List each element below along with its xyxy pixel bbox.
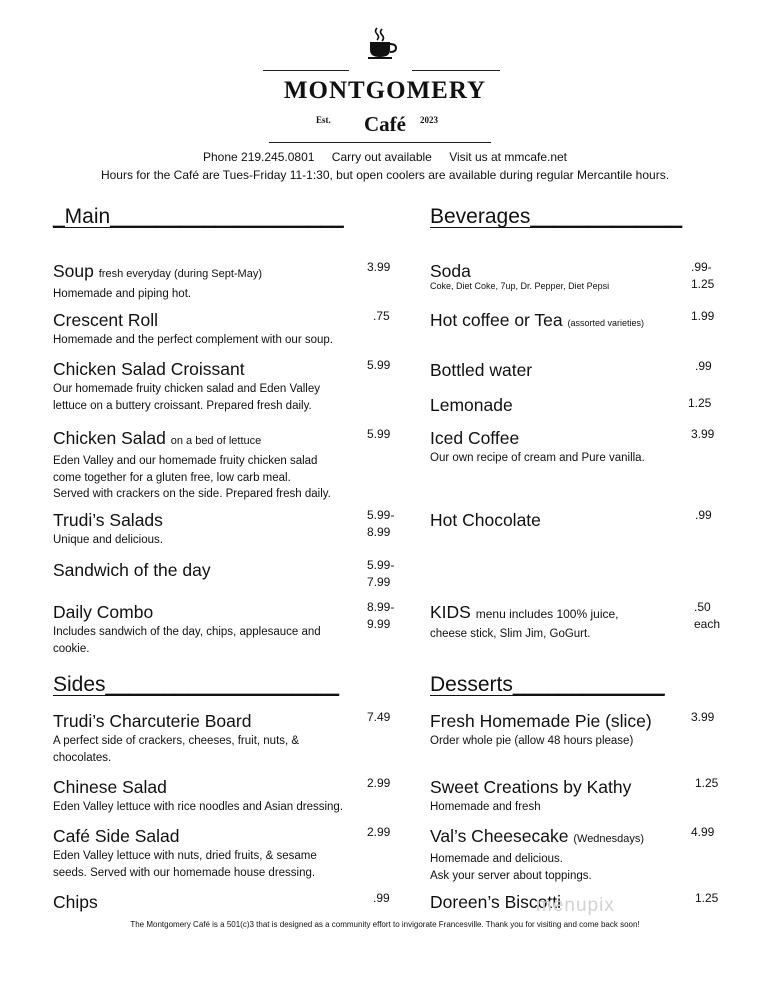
item-price: 5.99: [367, 358, 391, 372]
item-desc: Eden Valley lettuce with nuts, dried fruits, & sesame seeds. Served with our homemade house dressing.: [53, 850, 317, 879]
hours: Hours for the Café are Tues-Friday 11-1:30, but open coolers are available during regular Mercantile hours.: [100, 168, 670, 182]
menu-item: [53, 560, 211, 580]
item-desc: A perfect side of crackers, cheeses, fruit, nuts, & chocolates.: [53, 735, 300, 764]
item-name: Café Side Salad: [53, 826, 180, 846]
cafe-subtitle: Café: [364, 112, 406, 136]
menu-item: [53, 261, 262, 303]
menu-item: [53, 510, 163, 549]
item-desc: Homemade and piping hot.: [53, 288, 192, 300]
item-name: Bottled water: [430, 360, 533, 380]
item-price: 5.99- 7.99: [367, 558, 395, 589]
menu-item: [430, 777, 631, 816]
menu-item: [430, 310, 644, 333]
footer-note: The Montgomery Café is a 501(c)3 that is designed as a community effort to invigorate Francesville. Thank you for visiting and come back soon!: [130, 920, 640, 929]
menu-item: [430, 510, 541, 530]
item-price: .75: [373, 309, 390, 323]
item-name: Hot Chocolate: [430, 510, 541, 530]
menu-item: [430, 826, 644, 884]
menu-item: [53, 777, 343, 816]
menu-item: [430, 395, 513, 415]
item-name: Chips: [53, 892, 98, 912]
menu-item: [430, 711, 652, 750]
item-price: 8.99- 9.99: [367, 600, 395, 631]
header-rule-left: [263, 70, 349, 71]
item-price: 1.25: [688, 396, 712, 410]
item-name: Chicken Salad: [53, 428, 166, 448]
item-desc: Homemade and delicious. Ask your server about toppings.: [430, 853, 592, 882]
menu-item: [430, 261, 609, 291]
item-name: Lemonade: [430, 395, 513, 415]
item-price: 1.25: [695, 891, 719, 905]
section-main: _Main____________________: [53, 205, 344, 228]
watermark: menupix: [536, 895, 615, 916]
section-sides: Sides____________________: [53, 673, 340, 696]
item-desc: Order whole pie (allow 48 hours please): [430, 735, 634, 747]
item-price: 5.99: [367, 427, 391, 441]
item-price: 7.49: [367, 710, 391, 724]
item-price: 3.99: [367, 260, 391, 274]
website: Visit us at mmcafe.net: [449, 150, 568, 164]
item-note: menu includes 100% juice,: [475, 607, 619, 621]
header-rule-right: [412, 70, 500, 71]
item-note: fresh everyday (during Sept-May): [98, 268, 262, 280]
section-desserts: Desserts_____________: [430, 673, 665, 696]
item-price: 5.99- 8.99: [367, 508, 395, 539]
item-desc: Eden Valley and our homemade fruity chicken salad come together for a gluten free, low carb meal. Served with crackers on the side. Prepared fresh daily.: [53, 455, 331, 500]
cafe-title: MONTGOMERY: [283, 77, 487, 104]
item-desc: Our own recipe of cream and Pure vanilla.: [430, 452, 645, 464]
item-desc: Includes sandwich of the day, chips, applesauce and cookie.: [53, 626, 321, 655]
item-desc: Unique and delicious.: [53, 534, 163, 546]
item-desc: Our homemade fruity chicken salad and Eden Valley lettuce on a buttery croissant. Prepared fresh daily.: [53, 383, 320, 412]
item-desc: Homemade and fresh: [430, 801, 541, 813]
item-name: Crescent Roll: [53, 310, 159, 330]
item-price: .99: [695, 359, 712, 373]
item-name: Chinese Salad: [53, 777, 167, 797]
section-beverages: Beverages_____________: [430, 205, 683, 228]
menu-item: [53, 310, 333, 349]
est-year: 2023: [420, 115, 438, 125]
coffee-cup-icon: [364, 26, 398, 60]
item-name: Fresh Homemade Pie (slice): [430, 711, 652, 731]
item-name: Doreen’s Biscotti: [430, 892, 561, 912]
menu-item: [53, 359, 320, 414]
item-price: .99- 1.25: [691, 260, 715, 291]
item-price: 3.99: [691, 427, 715, 441]
item-price: 4.99: [691, 825, 715, 839]
menu-item: [430, 602, 619, 643]
item-name: Hot coffee or Tea: [430, 310, 563, 330]
menu-item: [430, 360, 532, 380]
item-desc: Eden Valley lettuce with rice noodles and Asian dressing.: [53, 801, 344, 813]
item-name: Sandwich of the day: [53, 560, 211, 580]
item-name: KIDS: [430, 602, 471, 622]
contact-line: [0, 150, 770, 164]
item-name: Daily Combo: [53, 602, 154, 622]
item-name: Iced Coffee: [430, 428, 520, 448]
phone: Phone 219.245.0801: [202, 150, 315, 164]
item-name: Chicken Salad Croissant: [53, 359, 245, 379]
menu-item: [53, 602, 321, 657]
item-name: Trudi’s Salads: [53, 510, 163, 530]
menu-item: [430, 428, 645, 467]
item-desc: Homemade and the perfect complement with our soup.: [53, 334, 333, 346]
menu-item: [53, 428, 331, 503]
item-note: (Wednesdays): [573, 833, 645, 845]
carry-out: Carry out available: [331, 150, 432, 164]
item-price: .99: [695, 508, 712, 522]
item-desc: cheese stick, Slim Jim, GoGurt.: [430, 628, 591, 640]
item-name: Sweet Creations by Kathy: [430, 777, 632, 797]
header-rule-bottom: [269, 142, 491, 143]
item-note: Coke, Diet Coke, 7up, Dr. Pepper, Diet Pepsi: [430, 281, 610, 291]
item-name: Soda: [430, 261, 471, 281]
item-price: 1.25: [695, 776, 719, 790]
menu-item: [53, 826, 317, 881]
menu-item: [53, 711, 299, 766]
item-name: Soup: [53, 261, 94, 281]
item-name: Trudi’s Charcuterie Board: [53, 711, 252, 731]
item-price: 3.99: [691, 710, 715, 724]
item-price: 2.99: [367, 825, 391, 839]
item-price: .50 each: [694, 600, 721, 631]
item-note: on a bed of lettuce: [170, 435, 262, 447]
est-label: Est.: [316, 115, 331, 125]
item-price: 2.99: [367, 776, 391, 790]
item-price: 1.99: [691, 309, 715, 323]
item-note: (assorted varieties): [567, 318, 645, 328]
item-price: .99: [373, 891, 390, 905]
menu-item: [53, 892, 98, 912]
item-name: Val’s Cheesecake: [430, 826, 569, 846]
